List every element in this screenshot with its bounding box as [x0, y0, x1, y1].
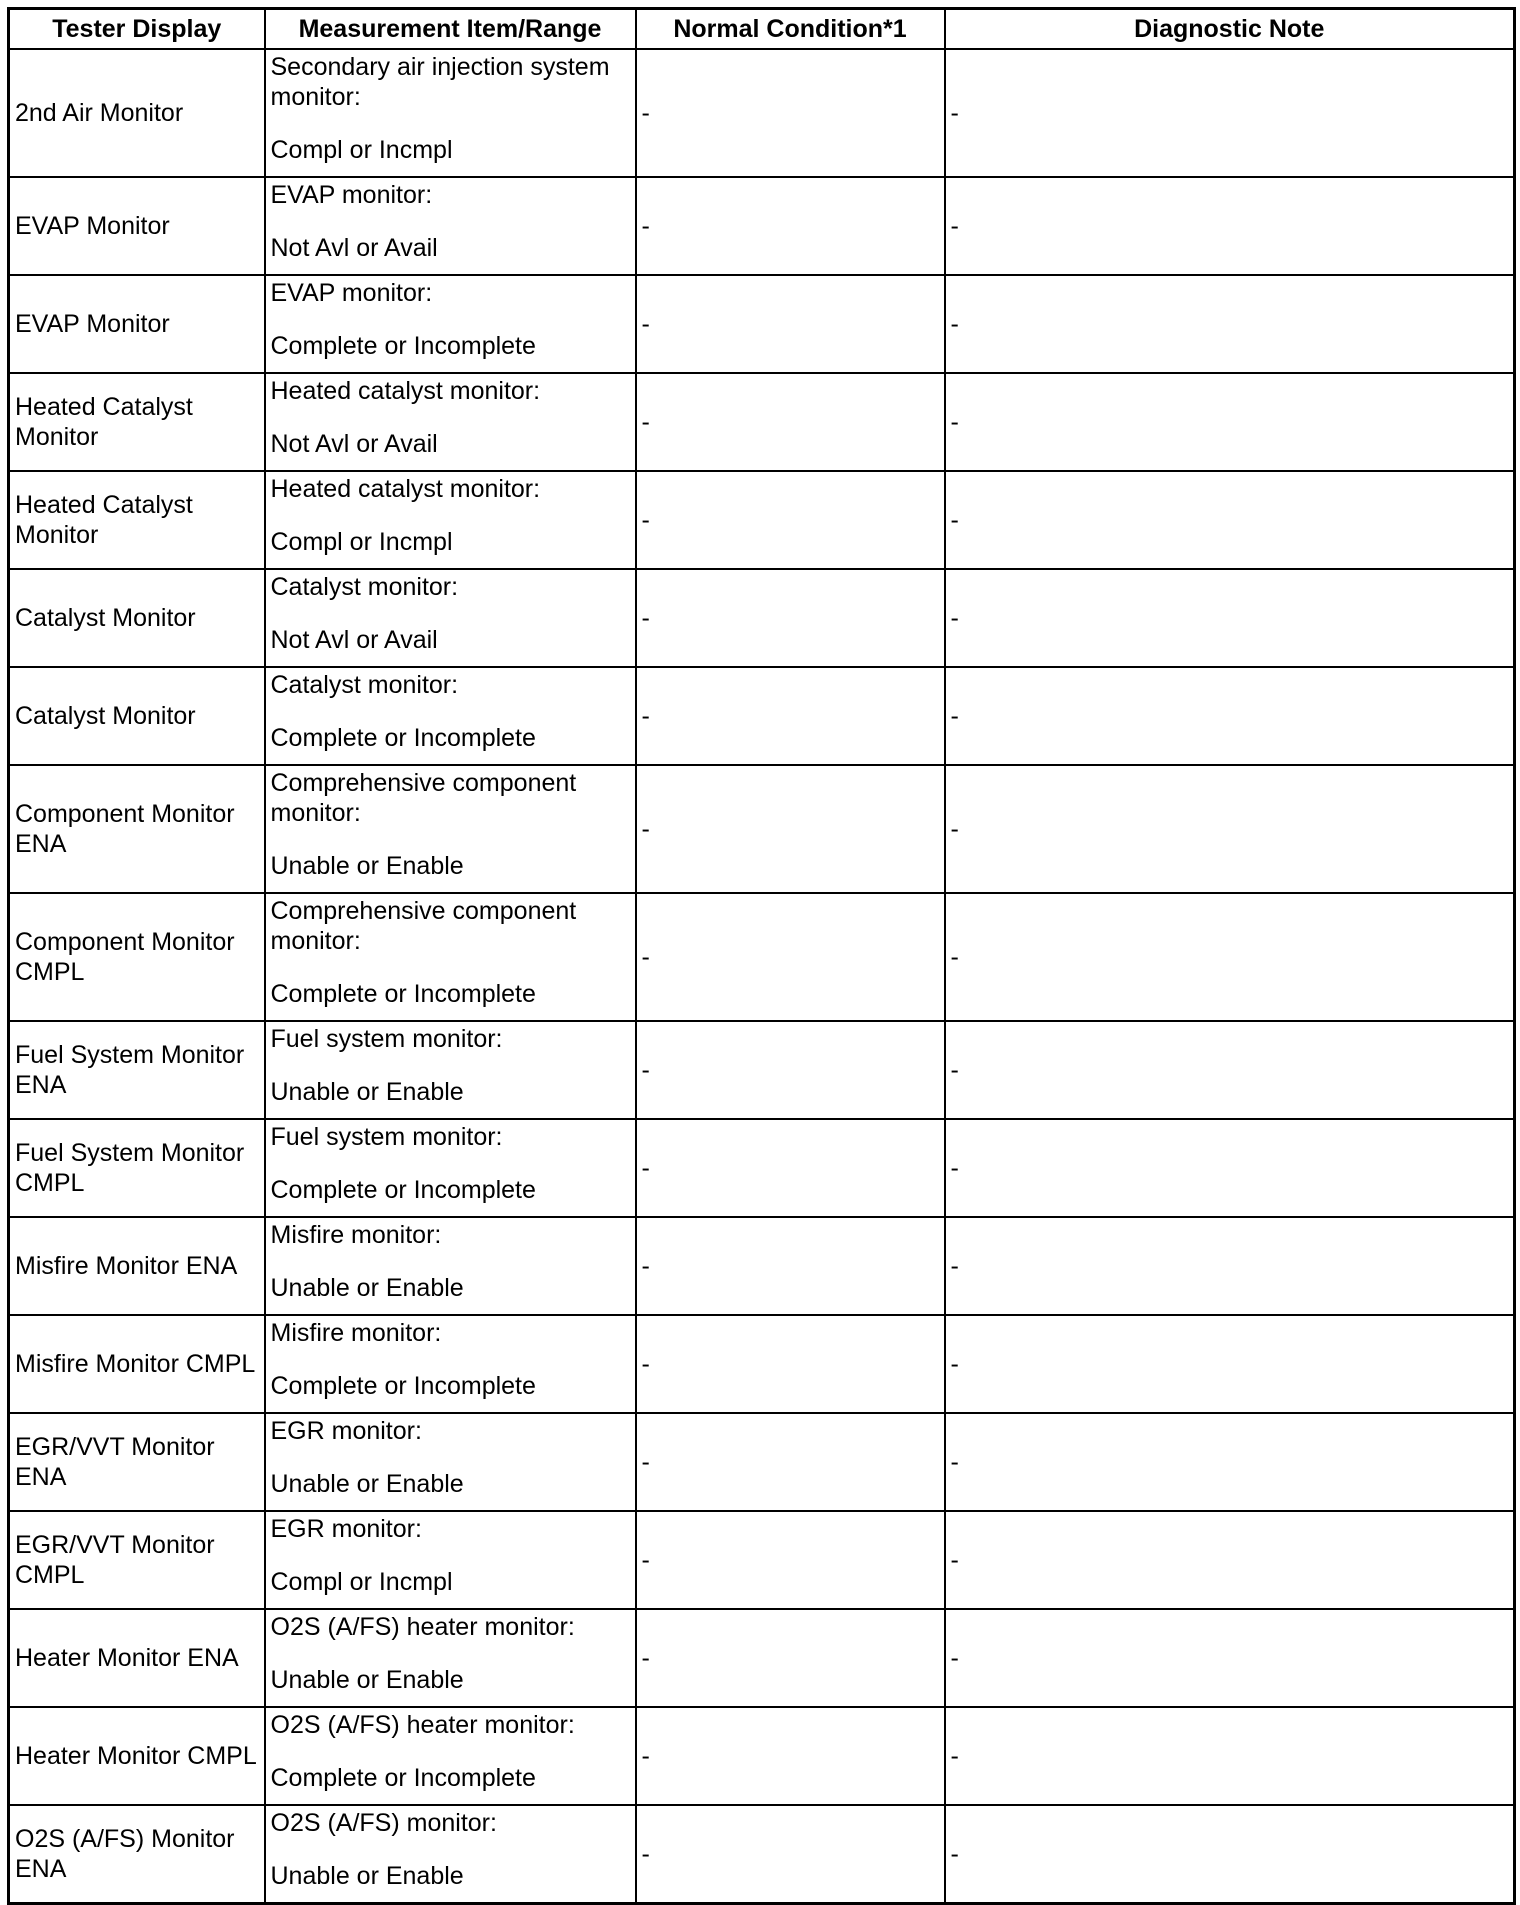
- measurement-item: EGR monitor:: [270, 1515, 422, 1543]
- normal-condition-cell: -: [636, 177, 945, 275]
- tester-display-text: 2nd Air Monitor: [15, 99, 184, 127]
- measurement-range: Complete or Incomplete: [270, 1764, 536, 1792]
- tester-display-text: Heater Monitor ENA: [15, 1644, 239, 1672]
- measurement-item: Catalyst monitor:: [270, 671, 459, 699]
- measurement-cell: [265, 1707, 636, 1805]
- measurement-range: Unable or Enable: [270, 1470, 464, 1498]
- normal-condition-cell: -: [636, 1707, 945, 1805]
- diagnostic-note-cell: -: [945, 1609, 1515, 1707]
- measurement-item: Misfire monitor:: [270, 1319, 442, 1347]
- tester-display-text: Misfire Monitor CMPL: [15, 1350, 256, 1378]
- measurement-range: Unable or Enable: [270, 852, 464, 880]
- table-row: [9, 49, 1515, 177]
- normal-condition-cell: -: [636, 1511, 945, 1609]
- diagnostic-note-cell: -: [945, 373, 1515, 471]
- measurement-item: EVAP monitor:: [270, 279, 433, 307]
- normal-condition-cell: -: [636, 765, 945, 893]
- measurement-item: O2S (A/FS) heater monitor:: [270, 1613, 575, 1641]
- normal-condition-cell: -: [636, 49, 945, 177]
- measurement-range: Unable or Enable: [270, 1078, 464, 1106]
- tester-display-cell: [9, 1021, 265, 1119]
- table-row: [9, 765, 1515, 893]
- tester-display-cell: [9, 49, 265, 177]
- measurement-item: O2S (A/FS) monitor:: [270, 1809, 497, 1837]
- normal-condition-cell: -: [636, 1805, 945, 1904]
- diagnostic-note-cell: -: [945, 1805, 1515, 1904]
- measurement-range: Complete or Incomplete: [270, 1372, 536, 1400]
- measurement-range: Unable or Enable: [270, 1666, 464, 1694]
- measurement-item: EGR monitor:: [270, 1417, 422, 1445]
- diagnostic-note-cell: -: [945, 49, 1515, 177]
- diagnostic-note-cell: -: [945, 177, 1515, 275]
- measurement-cell: [265, 569, 636, 667]
- tester-display-text: Fuel System Monitor ENA: [15, 1041, 245, 1099]
- normal-condition-cell: -: [636, 893, 945, 1021]
- tester-display-text: Component Monitor CMPL: [15, 928, 235, 986]
- measurement-range: Compl or Incmpl: [270, 136, 453, 164]
- tester-display-text: O2S (A/FS) Monitor ENA: [15, 1825, 235, 1883]
- diagnostic-note-cell: -: [945, 1119, 1515, 1217]
- measurement-cell: [265, 765, 636, 893]
- measurement-cell: [265, 177, 636, 275]
- monitor-status-table: [7, 7, 1516, 1905]
- table-row: [9, 1119, 1515, 1217]
- diagnostic-note-cell: -: [945, 893, 1515, 1021]
- measurement-range: Unable or Enable: [270, 1862, 464, 1890]
- measurement-item: Comprehensive component monitor:: [270, 769, 577, 827]
- measurement-cell: [265, 1119, 636, 1217]
- tester-display-cell: [9, 893, 265, 1021]
- normal-condition-cell: -: [636, 275, 945, 373]
- measurement-item: Fuel system monitor:: [270, 1025, 503, 1053]
- measurement-cell: [265, 1805, 636, 1904]
- tester-display-cell: [9, 1511, 265, 1609]
- tester-display-text: Catalyst Monitor: [15, 702, 196, 730]
- measurement-cell: [265, 667, 636, 765]
- normal-condition-cell: -: [636, 471, 945, 569]
- measurement-cell: [265, 1511, 636, 1609]
- measurement-range: Complete or Incomplete: [270, 980, 536, 1008]
- table-row: [9, 1511, 1515, 1609]
- table-row: [9, 1413, 1515, 1511]
- measurement-range: Not Avl or Avail: [270, 626, 438, 654]
- tester-display-cell: [9, 1609, 265, 1707]
- tester-display-text: EVAP Monitor: [15, 212, 170, 240]
- tester-display-cell: [9, 667, 265, 765]
- normal-condition-cell: -: [636, 373, 945, 471]
- tester-display-cell: [9, 177, 265, 275]
- tester-display-text: EVAP Monitor: [15, 310, 170, 338]
- diagnostic-note-cell: -: [945, 1217, 1515, 1315]
- table-row: [9, 177, 1515, 275]
- table-row: [9, 1021, 1515, 1119]
- tester-display-text: Heated Catalyst Monitor: [15, 393, 193, 451]
- tester-display-cell: [9, 373, 265, 471]
- tester-display-cell: [9, 1805, 265, 1904]
- table-row: [9, 1805, 1515, 1904]
- normal-condition-cell: -: [636, 1119, 945, 1217]
- normal-condition-cell: -: [636, 1413, 945, 1511]
- measurement-cell: [265, 1315, 636, 1413]
- header-measurement-item: Measurement Item/Range: [265, 9, 636, 50]
- diagnostic-note-cell: -: [945, 1707, 1515, 1805]
- measurement-item: Catalyst monitor:: [270, 573, 459, 601]
- diagnostic-note-cell: -: [945, 667, 1515, 765]
- measurement-cell: [265, 49, 636, 177]
- measurement-cell: [265, 471, 636, 569]
- measurement-item: Comprehensive component monitor:: [270, 897, 577, 955]
- measurement-range: Complete or Incomplete: [270, 724, 536, 752]
- tester-display-text: Misfire Monitor ENA: [15, 1252, 238, 1280]
- header-tester-display: Tester Display: [9, 9, 265, 50]
- table-row: [9, 1707, 1515, 1805]
- header-diagnostic-note: Diagnostic Note: [945, 9, 1515, 50]
- table-row: [9, 667, 1515, 765]
- diagnostic-note-cell: -: [945, 569, 1515, 667]
- tester-display-cell: [9, 1315, 265, 1413]
- tester-display-cell: [9, 275, 265, 373]
- header-row: [9, 9, 1515, 50]
- tester-display-text: Fuel System Monitor CMPL: [15, 1139, 245, 1197]
- measurement-item: Misfire monitor:: [270, 1221, 442, 1249]
- measurement-range: Complete or Incomplete: [270, 332, 536, 360]
- tester-display-text: Heater Monitor CMPL: [15, 1742, 257, 1770]
- measurement-item: Secondary air injection system monitor:: [270, 53, 610, 111]
- measurement-cell: [265, 1217, 636, 1315]
- measurement-item: Heated catalyst monitor:: [270, 377, 541, 405]
- diagnostic-note-cell: -: [945, 275, 1515, 373]
- table-row: [9, 893, 1515, 1021]
- measurement-cell: [265, 1413, 636, 1511]
- tester-display-text: EGR/VVT Monitor ENA: [15, 1433, 215, 1491]
- normal-condition-cell: -: [636, 569, 945, 667]
- header-normal-condition: Normal Condition*1: [636, 9, 945, 50]
- tester-display-cell: [9, 1119, 265, 1217]
- measurement-item: Fuel system monitor:: [270, 1123, 503, 1151]
- diagnostic-note-cell: -: [945, 471, 1515, 569]
- measurement-range: Not Avl or Avail: [270, 430, 438, 458]
- normal-condition-cell: -: [636, 1315, 945, 1413]
- measurement-cell: [265, 1609, 636, 1707]
- tester-display-text: Component Monitor ENA: [15, 800, 235, 858]
- normal-condition-cell: -: [636, 1609, 945, 1707]
- measurement-cell: [265, 373, 636, 471]
- measurement-range: Unable or Enable: [270, 1274, 464, 1302]
- tester-display-cell: [9, 765, 265, 893]
- tester-display-cell: [9, 569, 265, 667]
- diagnostic-note-cell: -: [945, 1511, 1515, 1609]
- diagnostic-note-cell: -: [945, 1413, 1515, 1511]
- measurement-cell: [265, 275, 636, 373]
- measurement-cell: [265, 893, 636, 1021]
- table-row: [9, 275, 1515, 373]
- measurement-range: Compl or Incmpl: [270, 1568, 453, 1596]
- measurement-range: Not Avl or Avail: [270, 234, 438, 262]
- measurement-item: EVAP monitor:: [270, 181, 433, 209]
- measurement-range: Compl or Incmpl: [270, 528, 453, 556]
- normal-condition-cell: -: [636, 1217, 945, 1315]
- table-row: [9, 373, 1515, 471]
- tester-display-cell: [9, 1707, 265, 1805]
- diagnostic-note-cell: -: [945, 1315, 1515, 1413]
- table-row: [9, 1315, 1515, 1413]
- measurement-item: O2S (A/FS) heater monitor:: [270, 1711, 575, 1739]
- tester-display-cell: [9, 1217, 265, 1315]
- tester-display-cell: [9, 1413, 265, 1511]
- normal-condition-cell: -: [636, 1021, 945, 1119]
- measurement-item: Heated catalyst monitor:: [270, 475, 541, 503]
- tester-display-cell: [9, 471, 265, 569]
- table-row: [9, 1217, 1515, 1315]
- diagnostic-note-cell: -: [945, 1021, 1515, 1119]
- tester-display-text: Catalyst Monitor: [15, 604, 196, 632]
- normal-condition-cell: -: [636, 667, 945, 765]
- measurement-range: Complete or Incomplete: [270, 1176, 536, 1204]
- tester-display-text: Heated Catalyst Monitor: [15, 491, 193, 549]
- table-row: [9, 569, 1515, 667]
- table-row: [9, 1609, 1515, 1707]
- table-row: [9, 471, 1515, 569]
- measurement-cell: [265, 1021, 636, 1119]
- diagnostic-note-cell: -: [945, 765, 1515, 893]
- tester-display-text: EGR/VVT Monitor CMPL: [15, 1531, 215, 1589]
